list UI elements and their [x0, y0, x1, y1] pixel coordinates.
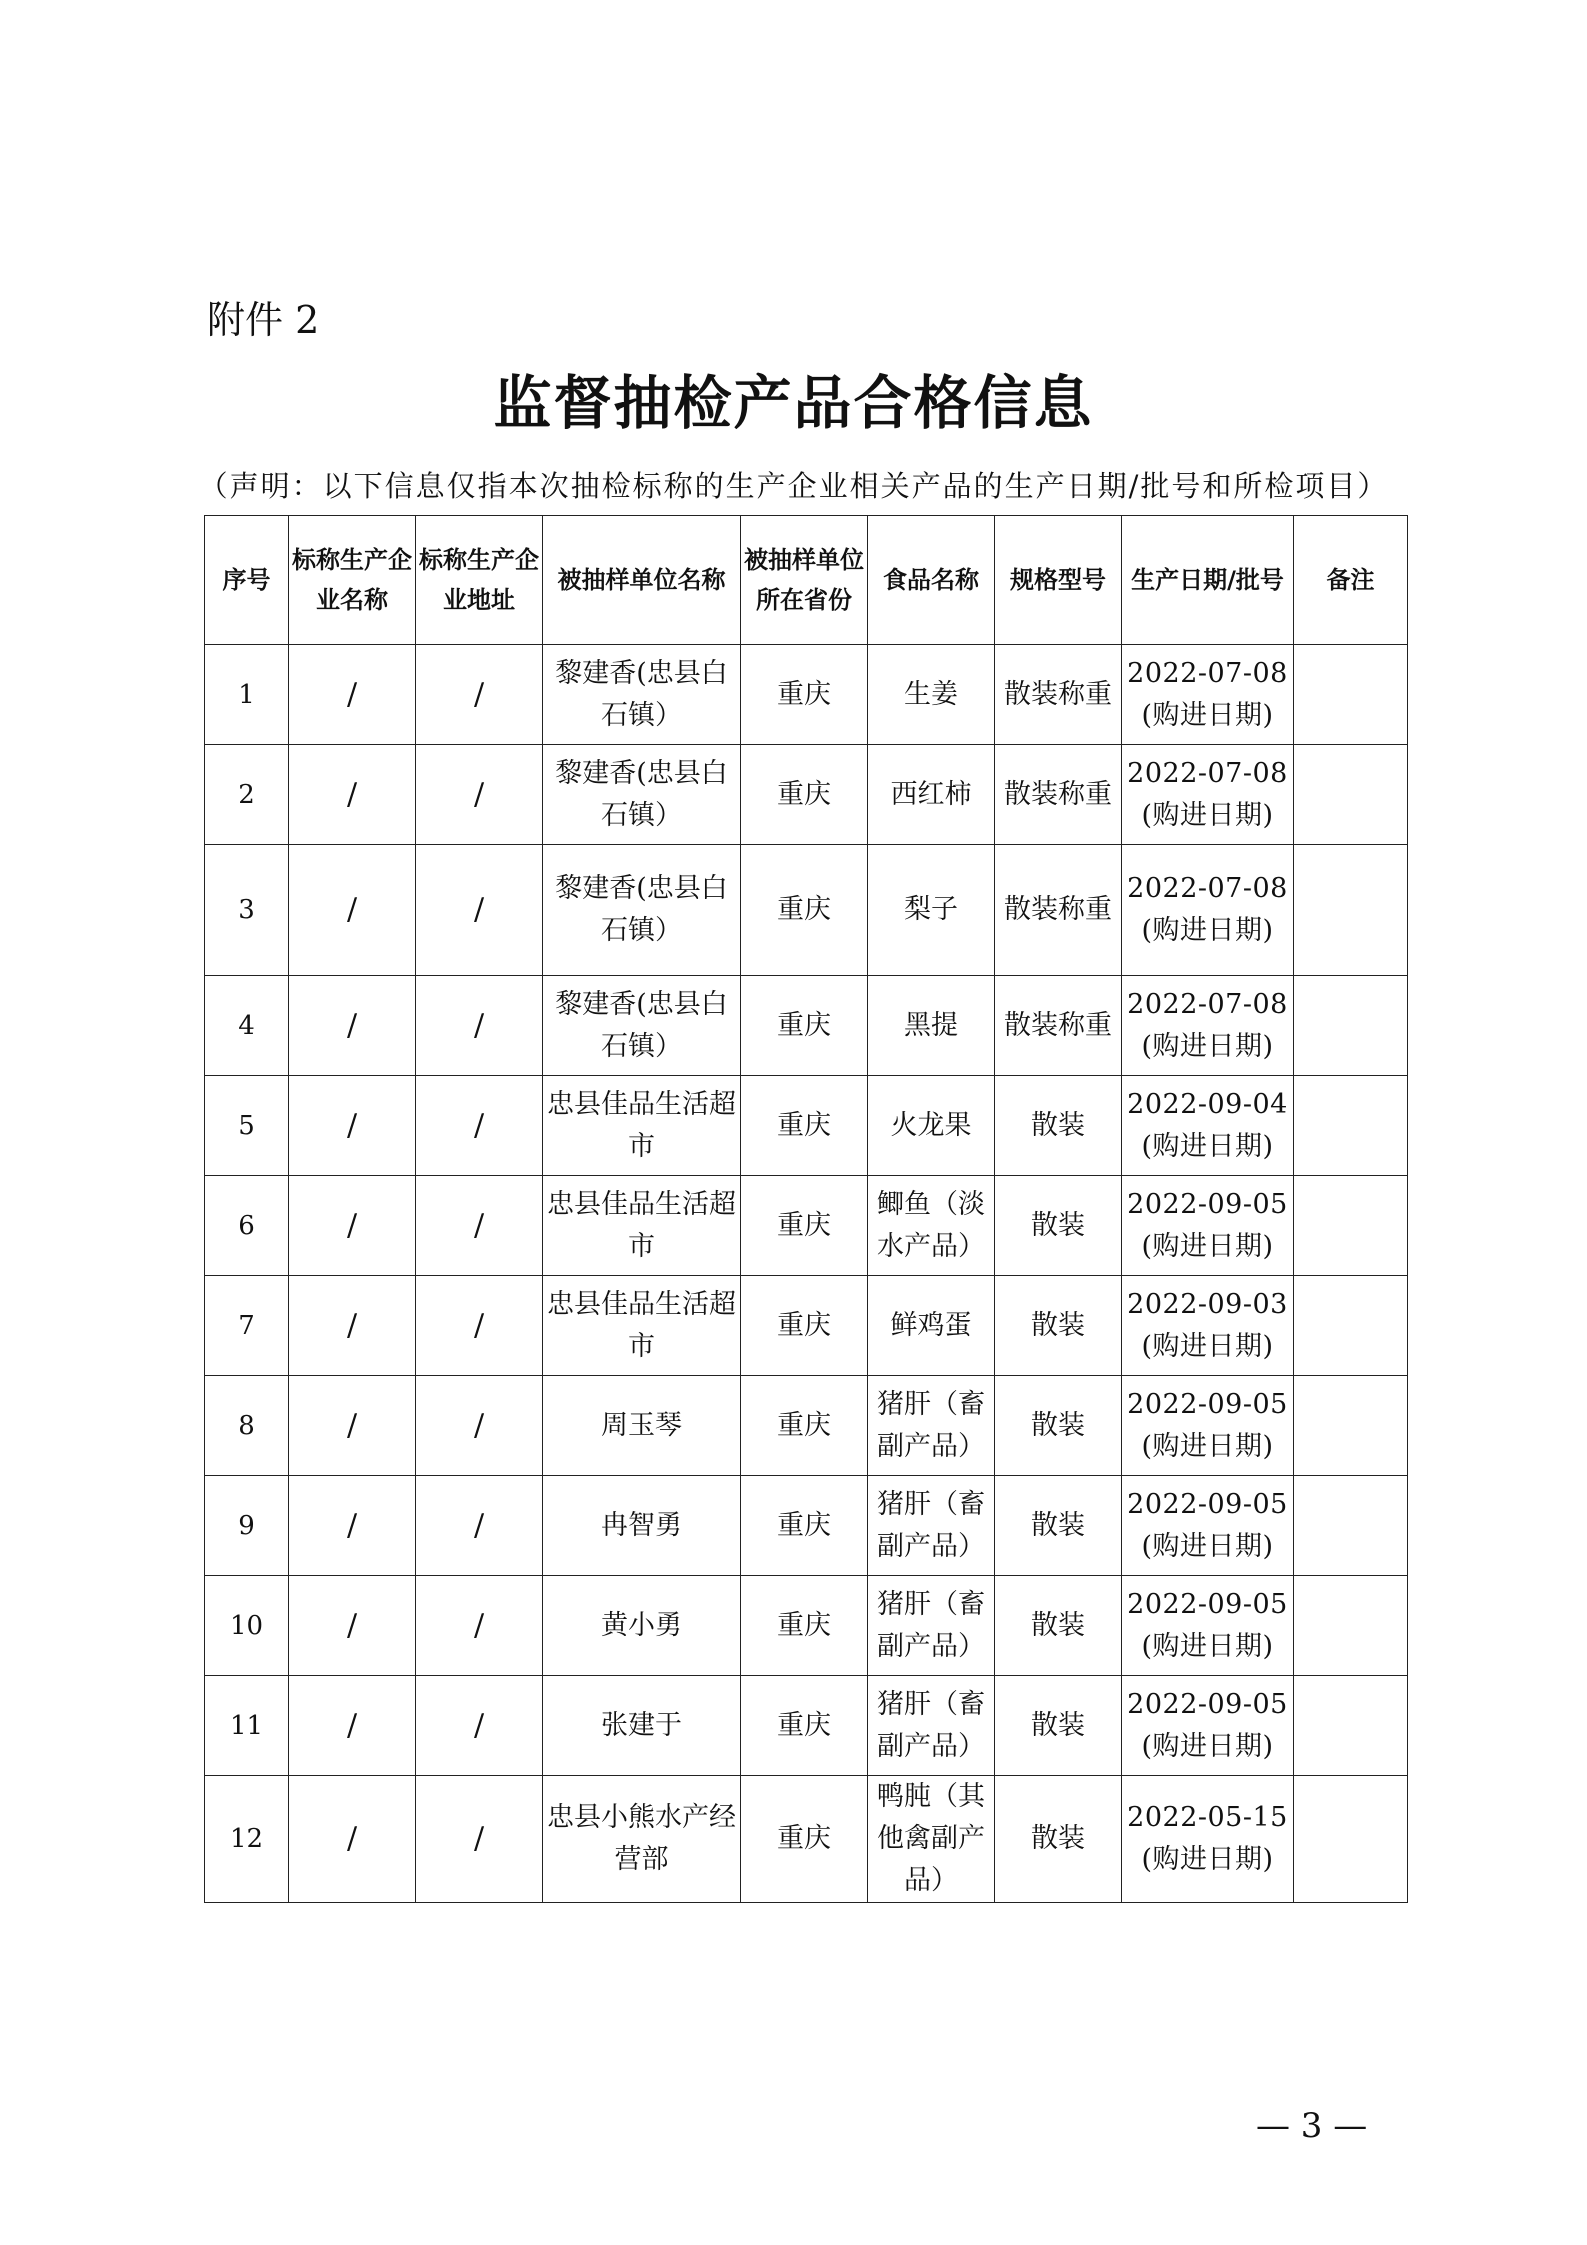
cell-sampled-unit: 黎建香(忠县白石镇） — [543, 845, 741, 976]
cell-manufacturer-address: / — [416, 1476, 543, 1576]
cell-food-name: 黑提 — [868, 976, 995, 1076]
table-row — [205, 1376, 1408, 1476]
header-cell-manufacturer-name: 标称生产企业名称 — [289, 516, 416, 645]
cell-sampled-unit: 张建于 — [543, 1676, 741, 1776]
header-cell-remark: 备注 — [1294, 516, 1408, 645]
cell-province: 重庆 — [741, 845, 868, 976]
table-row — [205, 1776, 1408, 1903]
cell-manufacturer-name: / — [289, 645, 416, 745]
table-row — [205, 1076, 1408, 1176]
cell-serial: 10 — [205, 1576, 289, 1676]
cell-province: 重庆 — [741, 1176, 868, 1276]
cell-serial: 6 — [205, 1176, 289, 1276]
cell-remark — [1294, 1376, 1408, 1476]
cell-remark — [1294, 745, 1408, 845]
table-row — [205, 976, 1408, 1076]
cell-manufacturer-address: / — [416, 1676, 543, 1776]
date-note: (购进日期) — [1141, 1630, 1274, 1662]
cell-remark — [1294, 645, 1408, 745]
cell-production-date — [1122, 1576, 1294, 1676]
cell-food-name: 猪肝（畜副产品） — [868, 1376, 995, 1476]
cell-remark — [1294, 1476, 1408, 1576]
table-row — [205, 1176, 1408, 1276]
cell-manufacturer-name: / — [289, 1176, 416, 1276]
cell-food-name: 猪肝（畜副产品） — [868, 1576, 995, 1676]
date-note: (购进日期) — [1141, 1530, 1274, 1562]
cell-manufacturer-address: / — [416, 1376, 543, 1476]
cell-province: 重庆 — [741, 1576, 868, 1676]
cell-specification: 散装 — [995, 1576, 1122, 1676]
cell-specification: 散装称重 — [995, 845, 1122, 976]
cell-province: 重庆 — [741, 1376, 868, 1476]
cell-sampled-unit: 黎建香(忠县白石镇） — [543, 645, 741, 745]
cell-manufacturer-name: / — [289, 745, 416, 845]
date-value: 2022-09-05 — [1127, 1188, 1288, 1220]
header-row — [205, 516, 1408, 645]
cell-specification: 散装 — [995, 1276, 1122, 1376]
cell-production-date — [1122, 1776, 1294, 1903]
cell-food-name: 梨子 — [868, 845, 995, 976]
document-statement: （声明：以下信息仅指本次抽检标称的生产企业相关产品的生产日期/批号和所检项目） — [198, 469, 1389, 503]
cell-remark — [1294, 1676, 1408, 1776]
cell-province: 重庆 — [741, 745, 868, 845]
cell-sampled-unit: 黎建香(忠县白石镇） — [543, 745, 741, 845]
cell-specification: 散装称重 — [995, 976, 1122, 1076]
cell-specification: 散装称重 — [995, 745, 1122, 845]
table-row — [205, 1576, 1408, 1676]
page-number: — 3 — — [1256, 2106, 1368, 2146]
date-note: (购进日期) — [1141, 1030, 1274, 1062]
header-cell-specification: 规格型号 — [995, 516, 1122, 645]
cell-serial: 4 — [205, 976, 289, 1076]
cell-specification: 散装 — [995, 1476, 1122, 1576]
cell-manufacturer-address: / — [416, 1776, 543, 1903]
date-value: 2022-07-08 — [1127, 988, 1288, 1020]
cell-production-date — [1122, 745, 1294, 845]
cell-production-date — [1122, 1276, 1294, 1376]
table-row — [205, 1276, 1408, 1376]
cell-province: 重庆 — [741, 1276, 868, 1376]
cell-food-name: 猪肝（畜副产品） — [868, 1476, 995, 1576]
cell-manufacturer-address: / — [416, 976, 543, 1076]
cell-production-date — [1122, 845, 1294, 976]
cell-manufacturer-name: / — [289, 1376, 416, 1476]
cell-manufacturer-name: / — [289, 1676, 416, 1776]
cell-food-name: 鸭肫（其他禽副产品） — [868, 1776, 995, 1903]
cell-manufacturer-name: / — [289, 1776, 416, 1903]
cell-manufacturer-name: / — [289, 845, 416, 976]
cell-sampled-unit: 忠县佳品生活超市 — [543, 1176, 741, 1276]
cell-province: 重庆 — [741, 645, 868, 745]
cell-serial: 7 — [205, 1276, 289, 1376]
date-note: (购进日期) — [1141, 1130, 1274, 1162]
date-note: (购进日期) — [1141, 699, 1274, 731]
cell-serial: 12 — [205, 1776, 289, 1903]
header-cell-manufacturer-address: 标称生产企业地址 — [416, 516, 543, 645]
table-row — [205, 845, 1408, 976]
date-note: (购进日期) — [1141, 1730, 1274, 1762]
cell-specification: 散装 — [995, 1376, 1122, 1476]
cell-sampled-unit: 黎建香(忠县白石镇） — [543, 976, 741, 1076]
cell-manufacturer-address: / — [416, 1176, 543, 1276]
cell-specification: 散装 — [995, 1776, 1122, 1903]
date-value: 2022-09-05 — [1127, 1588, 1288, 1620]
cell-sampled-unit: 忠县佳品生活超市 — [543, 1076, 741, 1176]
date-value: 2022-09-05 — [1127, 1388, 1288, 1420]
date-value: 2022-07-08 — [1127, 757, 1288, 789]
header-cell-food-name: 食品名称 — [868, 516, 995, 645]
cell-food-name: 猪肝（畜副产品） — [868, 1676, 995, 1776]
cell-province: 重庆 — [741, 976, 868, 1076]
cell-serial: 8 — [205, 1376, 289, 1476]
date-note: (购进日期) — [1141, 1430, 1274, 1462]
table-row — [205, 645, 1408, 745]
cell-production-date — [1122, 1076, 1294, 1176]
date-value: 2022-05-15 — [1127, 1802, 1288, 1833]
cell-remark — [1294, 1776, 1408, 1903]
cell-remark — [1294, 1276, 1408, 1376]
cell-production-date — [1122, 1476, 1294, 1576]
cell-province: 重庆 — [741, 1076, 868, 1176]
cell-serial: 2 — [205, 745, 289, 845]
cell-manufacturer-name: / — [289, 1076, 416, 1176]
cell-manufacturer-address: / — [416, 645, 543, 745]
cell-manufacturer-address: / — [416, 1076, 543, 1176]
cell-serial: 9 — [205, 1476, 289, 1576]
cell-province: 重庆 — [741, 1776, 868, 1903]
cell-specification: 散装称重 — [995, 645, 1122, 745]
date-value: 2022-07-08 — [1127, 657, 1288, 689]
date-value: 2022-09-05 — [1127, 1488, 1288, 1520]
cell-food-name: 鲜鸡蛋 — [868, 1276, 995, 1376]
cell-sampled-unit: 黄小勇 — [543, 1576, 741, 1676]
cell-manufacturer-address: / — [416, 1276, 543, 1376]
cell-specification: 散装 — [995, 1676, 1122, 1776]
cell-province: 重庆 — [741, 1676, 868, 1776]
cell-specification: 散装 — [995, 1176, 1122, 1276]
date-value: 2022-09-03 — [1127, 1288, 1288, 1320]
cell-remark — [1294, 845, 1408, 976]
cell-sampled-unit: 忠县佳品生活超市 — [543, 1276, 741, 1376]
cell-production-date — [1122, 976, 1294, 1076]
cell-serial: 1 — [205, 645, 289, 745]
header-cell-sampled-unit: 被抽样单位名称 — [543, 516, 741, 645]
cell-sampled-unit: 周玉琴 — [543, 1376, 741, 1476]
date-note: (购进日期) — [1141, 915, 1274, 946]
table-row — [205, 1676, 1408, 1776]
header-cell-serial: 序号 — [205, 516, 289, 645]
cell-manufacturer-name: / — [289, 1576, 416, 1676]
cell-manufacturer-name: / — [289, 1276, 416, 1376]
header-cell-production-date: 生产日期/批号 — [1122, 516, 1294, 645]
cell-serial: 3 — [205, 845, 289, 976]
cell-manufacturer-name: / — [289, 1476, 416, 1576]
date-note: (购进日期) — [1141, 1844, 1274, 1875]
table-row — [205, 745, 1408, 845]
date-note: (购进日期) — [1141, 1330, 1274, 1362]
date-value: 2022-09-04 — [1127, 1088, 1288, 1120]
cell-production-date — [1122, 1376, 1294, 1476]
cell-food-name: 西红柿 — [868, 745, 995, 845]
cell-serial: 11 — [205, 1676, 289, 1776]
cell-manufacturer-address: / — [416, 745, 543, 845]
cell-specification: 散装 — [995, 1076, 1122, 1176]
cell-production-date — [1122, 645, 1294, 745]
cell-food-name: 鲫鱼（淡水产品） — [868, 1176, 995, 1276]
cell-province: 重庆 — [741, 1476, 868, 1576]
date-value: 2022-09-05 — [1127, 1688, 1288, 1720]
cell-food-name: 火龙果 — [868, 1076, 995, 1176]
cell-sampled-unit: 冉智勇 — [543, 1476, 741, 1576]
date-value: 2022-07-08 — [1127, 873, 1288, 904]
document-title: 监督抽检产品合格信息 — [493, 369, 1094, 437]
date-note: (购进日期) — [1141, 1230, 1274, 1262]
header-cell-province: 被抽样单位所在省份 — [741, 516, 868, 645]
cell-production-date — [1122, 1676, 1294, 1776]
cell-food-name: 生姜 — [868, 645, 995, 745]
attachment-label: 附件 2 — [207, 298, 320, 342]
inspection-results-table — [204, 515, 1408, 1903]
cell-sampled-unit: 忠县小熊水产经营部 — [543, 1776, 741, 1903]
cell-manufacturer-address: / — [416, 845, 543, 976]
cell-serial: 5 — [205, 1076, 289, 1176]
cell-manufacturer-name: / — [289, 976, 416, 1076]
cell-remark — [1294, 976, 1408, 1076]
date-note: (购进日期) — [1141, 799, 1274, 831]
cell-remark — [1294, 1076, 1408, 1176]
table-row — [205, 1476, 1408, 1576]
cell-remark — [1294, 1176, 1408, 1276]
cell-remark — [1294, 1576, 1408, 1676]
cell-manufacturer-address: / — [416, 1576, 543, 1676]
cell-production-date — [1122, 1176, 1294, 1276]
